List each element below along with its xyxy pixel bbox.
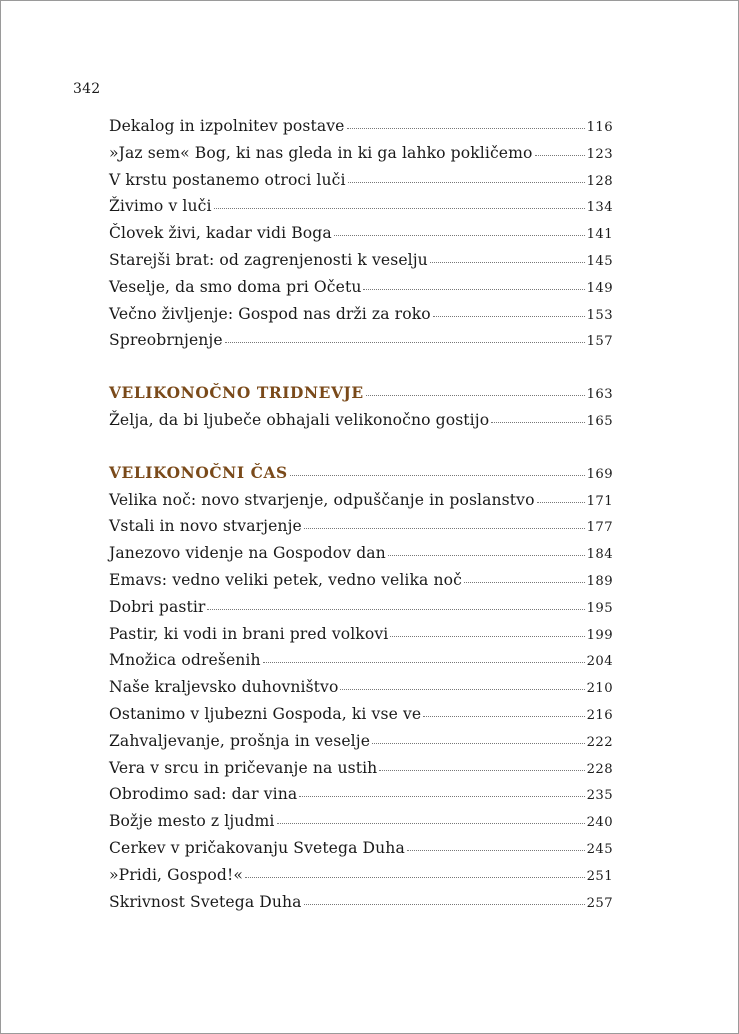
toc-entry: [109, 621, 613, 648]
section-heading-title: VELIKONOČNI ČAS: [109, 463, 288, 482]
toc-entry-title: Dekalog in izpolnitev postave: [109, 117, 345, 135]
toc-page-number: 222: [586, 734, 613, 750]
dot-leader: [214, 208, 585, 209]
dot-leader: [299, 796, 584, 797]
dot-leader: [363, 289, 584, 290]
toc-section: [109, 113, 613, 354]
table-of-contents: [109, 113, 613, 915]
dot-leader: [430, 262, 585, 263]
toc-entry: [109, 674, 613, 701]
toc-page-number: 153: [586, 307, 613, 323]
toc-entry: [109, 327, 613, 354]
toc-page-number: 189: [586, 573, 613, 589]
toc-page-number: 128: [586, 173, 613, 189]
toc-entry-title: Živimo v luči: [109, 197, 212, 216]
toc-entry-title: Množica odrešenih: [109, 651, 261, 670]
dot-leader: [245, 877, 585, 878]
toc-entry-title: Pastir, ki vodi in brani pred volkovi: [109, 624, 389, 643]
toc-page-number: 163: [586, 387, 613, 403]
toc-entry-title: Človek živi, kadar vidi Boga: [109, 224, 332, 243]
dot-leader: [290, 475, 585, 476]
section-heading: [109, 380, 613, 407]
toc-entry: [109, 113, 613, 140]
toc-entry: [109, 167, 613, 194]
toc-entry-title: Dobri pastir: [109, 597, 206, 616]
toc-entry: [109, 301, 613, 328]
dot-leader: [334, 235, 585, 236]
dot-leader: [433, 316, 585, 317]
toc-page-number: 240: [586, 815, 613, 831]
dot-leader: [423, 716, 584, 717]
toc-entry: [109, 835, 613, 862]
dot-leader: [372, 743, 585, 744]
dot-leader: [464, 582, 585, 583]
toc-entry: [109, 140, 613, 167]
toc-entry: [109, 540, 613, 567]
dot-leader: [407, 850, 585, 851]
toc-entry-title: Skrivnost Svetega Duha: [109, 892, 302, 911]
toc-entry-title: Starejši brat: od zagrenjenosti k veselju: [109, 250, 428, 269]
toc-entry-title: Zahvaljevanje, prošnja in veselje: [109, 731, 371, 750]
toc-entry-title: Velika noč: novo stvarjenje, odpuščanje in poslanstvo: [109, 490, 535, 509]
toc-section: [109, 380, 613, 434]
toc-page-number: 123: [586, 146, 613, 162]
toc-entry: [109, 647, 613, 674]
toc-entry: [109, 247, 613, 274]
page-number: 342: [73, 81, 101, 97]
toc-entry: [109, 220, 613, 247]
toc-entry: [109, 274, 613, 301]
dot-leader: [379, 770, 584, 771]
dot-leader: [390, 636, 584, 637]
dot-leader: [225, 342, 585, 343]
toc-entry-title: Vera v srcu in pričevanje na ustih: [109, 758, 378, 777]
toc-entry-title: Obrodimo sad: dar vina: [109, 785, 298, 804]
dot-leader: [340, 689, 584, 690]
toc-entry: [109, 862, 613, 889]
toc-page-number: 145: [586, 253, 613, 269]
toc-entry: [109, 487, 613, 514]
toc-entry-title: V krstu postanemo otroci luči: [109, 170, 346, 189]
toc-entry: [109, 781, 613, 808]
toc-entry-title: Spreobrnjenje: [109, 331, 223, 350]
dot-leader: [263, 662, 585, 663]
toc-entry-title: Želja, da bi ljubeče obhajali velikonočno gostijo: [109, 410, 490, 429]
toc-entry-title: Cerkev v pričakovanju Svetega Duha: [109, 838, 405, 857]
toc-page-number: 251: [586, 868, 613, 884]
dot-leader: [347, 128, 585, 129]
toc-entry-title: Ostanimo v ljubezni Gospoda, ki vse ve: [109, 704, 422, 723]
dot-leader: [207, 609, 584, 610]
toc-page-number: 149: [586, 280, 613, 296]
toc-page-number: 171: [586, 493, 613, 509]
toc-entry: [109, 513, 613, 540]
toc-page-number: 235: [586, 788, 613, 804]
dot-leader: [388, 555, 585, 556]
toc-entry: [109, 567, 613, 594]
dot-leader: [491, 422, 584, 423]
dot-leader: [535, 155, 585, 156]
toc-entry: [109, 889, 613, 916]
toc-entry-title: Večno življenje: Gospod nas drži za roko: [109, 304, 431, 323]
dot-leader: [537, 502, 585, 503]
toc-page-number: 169: [586, 466, 613, 482]
toc-entry-title: Janezovo videnje na Gospodov dan: [109, 544, 386, 563]
toc-page-number: 199: [586, 627, 613, 643]
toc-entry-title: »Pridi, Gospod!«: [109, 865, 243, 884]
toc-page-number: 210: [586, 681, 613, 697]
toc-entry-title: Naše kraljevsko duhovništvo: [109, 678, 339, 697]
toc-page-number: 204: [586, 654, 613, 670]
toc-page-number: 134: [586, 200, 613, 216]
dot-leader: [277, 823, 585, 824]
toc-entry: [109, 407, 613, 434]
toc-page-number: 228: [586, 761, 613, 777]
toc-entry-title: »Jaz sem« Bog, ki nas gleda in ki ga lahko pokličemo: [109, 143, 533, 162]
toc-page-number: 116: [586, 120, 613, 135]
toc-entry: [109, 808, 613, 835]
toc-page-number: 195: [586, 600, 613, 616]
dot-leader: [304, 904, 585, 905]
toc-entry: [109, 193, 613, 220]
toc-entry-title: Vstali in novo stvarjenje: [109, 517, 302, 536]
toc-page-number: 245: [586, 841, 613, 857]
dot-leader: [348, 182, 585, 183]
toc-entry: [109, 728, 613, 755]
section-heading: [109, 460, 613, 487]
toc-page-number: 165: [586, 413, 613, 429]
toc-page-number: 184: [586, 547, 613, 563]
section-heading-title: VELIKONOČNO TRIDNEVJE: [109, 384, 364, 403]
dot-leader: [304, 528, 585, 529]
toc-page-number: 216: [586, 707, 613, 723]
toc-entry: [109, 701, 613, 728]
toc-page-number: 141: [586, 227, 613, 243]
toc-entry-title: Emavs: vedno veliki petek, vedno velika noč: [109, 570, 462, 589]
toc-entry-title: Božje mesto z ljudmi: [109, 812, 275, 831]
toc-entry: [109, 755, 613, 782]
toc-entry-title: Veselje, da smo doma pri Očetu: [109, 277, 362, 296]
toc-page-number: 257: [586, 895, 613, 911]
toc-page-number: 157: [586, 334, 613, 350]
dot-leader: [366, 395, 585, 396]
toc-entry: [109, 594, 613, 621]
toc-section: [109, 460, 613, 916]
toc-page-number: 177: [586, 520, 613, 536]
